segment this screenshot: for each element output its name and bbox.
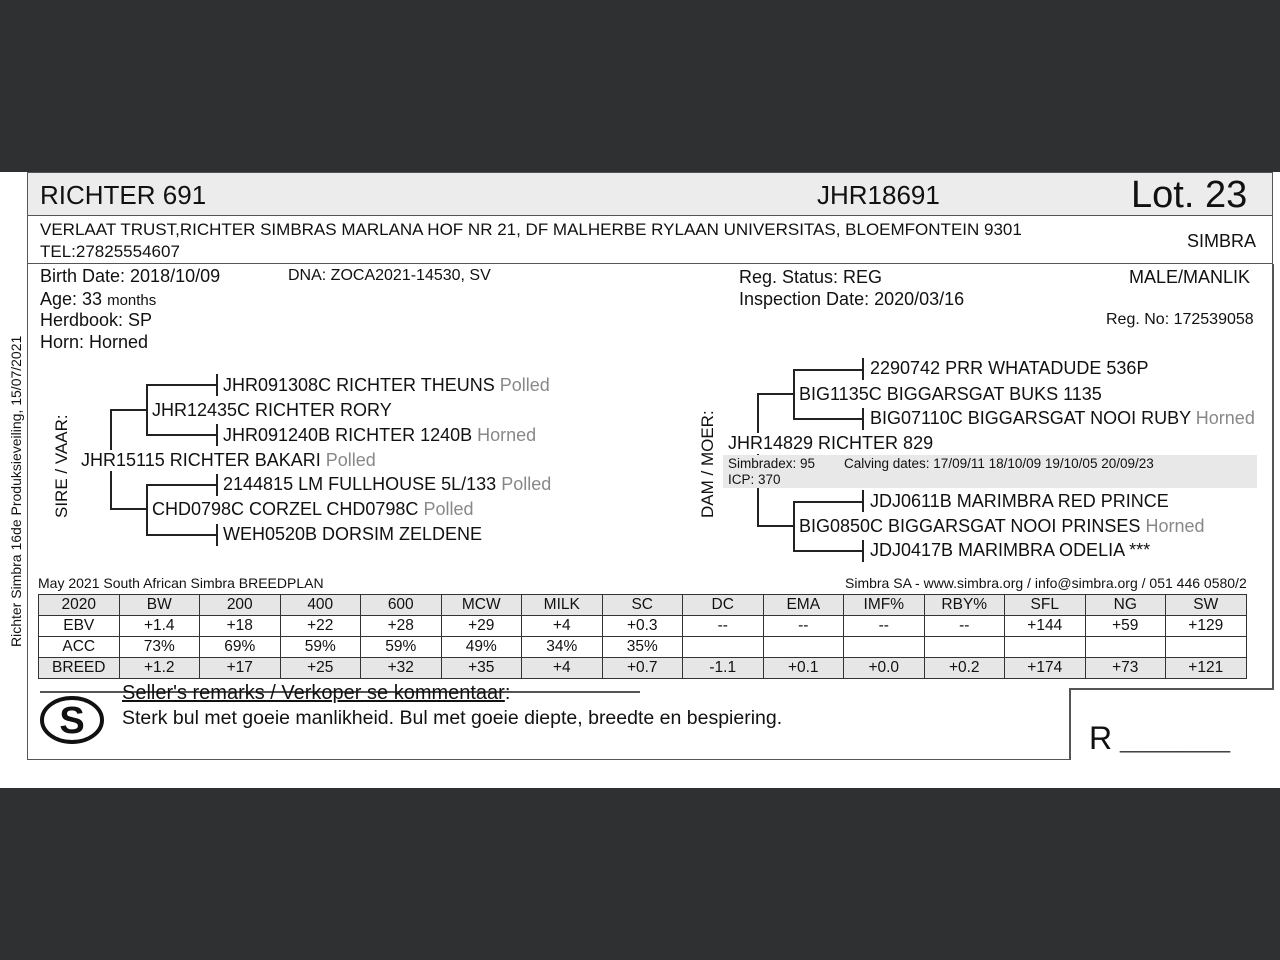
ds-branch-top	[146, 484, 217, 486]
owner-address: VERLAAT TRUST,RICHTER SIMBRAS MARLANA HOF NR 21, DF MALHERBE RYLAAN UNIVERSITAS, BLOEMFONTEIN 9301	[40, 220, 1022, 239]
table-cell: +0.7	[602, 658, 683, 679]
icp: ICP: 370	[728, 472, 781, 487]
dam-ss-branch	[793, 369, 863, 371]
calving-dates: Calving dates: 17/09/11 18/10/09 19/10/05 20/09/23	[844, 456, 1154, 471]
table-row-ebv	[39, 616, 1247, 637]
table-cell	[763, 637, 844, 658]
dam-dam-sire: JDJ0611B MARIMBRA RED PRINCE	[870, 491, 1169, 511]
table-cell: +18	[200, 616, 281, 637]
dam-sire-bracket	[793, 369, 795, 419]
table-cell: 34%	[522, 637, 603, 658]
dam-dd-tick	[862, 540, 864, 562]
age-value: Age: 33	[40, 289, 103, 309]
table-cell: IMF%	[844, 595, 925, 616]
breedplan-caption: May 2021 South African Simbra BREEDPLAN	[38, 575, 324, 591]
dam-of-sire: CHD0798C CORZEL CHD0798C Polled	[152, 499, 474, 519]
table-cell: +29	[441, 616, 522, 637]
table-cell: +0.3	[602, 616, 683, 637]
table-cell: 200	[200, 595, 281, 616]
sire-dam-dam: WEH0520B DORSIM ZELDENE	[223, 524, 483, 544]
sire-sire: JHR091308C RICHTER THEUNS Polled	[223, 375, 550, 395]
right-border	[1272, 264, 1274, 690]
dam-ds-branch	[793, 501, 863, 503]
table-cell: +1.4	[119, 616, 200, 637]
horn-status: Horn: Horned	[40, 332, 149, 352]
table-cell: NG	[1085, 595, 1166, 616]
dam-label: DAM / MOER:	[698, 410, 717, 518]
owner-phone: TEL:27825554607	[40, 242, 180, 261]
table-cell: +4	[522, 658, 603, 679]
table-cell: 2020	[39, 595, 120, 616]
table-cell: -1.1	[683, 658, 764, 679]
table-cell: MILK	[522, 595, 603, 616]
table-cell: BREED	[39, 658, 120, 679]
table-cell: --	[844, 616, 925, 637]
dam-sire-sire: 2290742 PRR WHATADUDE 536P	[870, 358, 1149, 378]
price-label: R	[1089, 720, 1113, 756]
lot-number: Lot. 23	[1131, 174, 1248, 216]
sire-of-sire: JHR12435C RICHTER RORY	[152, 400, 392, 420]
sd-tick	[216, 424, 218, 446]
table-cell: +32	[361, 658, 442, 679]
dam-ds-tick	[862, 490, 864, 512]
dna: DNA: ZOCA2021-14530, SV	[288, 267, 491, 284]
table-cell: --	[763, 616, 844, 637]
simbra-logo-icon	[38, 692, 108, 746]
price-line[interactable]: _________	[1120, 728, 1231, 753]
table-cell: +22	[280, 616, 361, 637]
animal-id: JHR18691	[817, 180, 940, 210]
header-bar	[27, 172, 1273, 216]
dam-sd-branch	[793, 418, 863, 420]
table-cell: ACC	[39, 637, 120, 658]
table-cell	[1166, 637, 1247, 658]
dam-branch-top	[757, 393, 794, 395]
reg-status: Reg. Status: REG	[739, 267, 883, 287]
table-cell: 59%	[361, 637, 442, 658]
table-cell	[1085, 637, 1166, 658]
table-cell: SFL	[1005, 595, 1086, 616]
table-cell: +1.2	[119, 658, 200, 679]
sire-name: JHR15115 RICHTER BAKARI Polled	[81, 450, 376, 470]
table-cell: 73%	[119, 637, 200, 658]
svg-text:S: S	[59, 700, 85, 742]
table-cell: 400	[280, 595, 361, 616]
price-top-line	[1069, 688, 1273, 690]
table-cell: EMA	[763, 595, 844, 616]
dam-sire-dam: BIG07110C BIGGARSGAT NOOI RUBY Horned	[870, 408, 1255, 428]
sire-label: SIRE / VAAR:	[52, 414, 71, 518]
table-cell: BW	[119, 595, 200, 616]
sd-bracket	[146, 484, 148, 534]
table-cell: +28	[361, 616, 442, 637]
table-header-row	[39, 595, 1247, 616]
dam-sd-tick	[862, 408, 864, 430]
table-cell: +0.2	[924, 658, 1005, 679]
table-cell: RBY%	[924, 595, 1005, 616]
table-cell	[844, 637, 925, 658]
table-cell: +0.0	[844, 658, 925, 679]
sire-of-dam: BIG1135C BIGGARSGAT BUKS 1135	[799, 384, 1102, 404]
sire-dam-of-sire: JHR091240B RICHTER 1240B Horned	[223, 425, 537, 445]
table-cell: EBV	[39, 616, 120, 637]
table-cell: +121	[1166, 658, 1247, 679]
sire-branch-top	[110, 409, 147, 411]
birth-date: Birth Date: 2018/10/09	[40, 266, 221, 286]
table-cell: --	[924, 616, 1005, 637]
table-cell: +129	[1166, 616, 1247, 637]
age	[40, 289, 156, 310]
breed-label: SIMBRA	[1187, 231, 1257, 251]
sire-dam-sire: 2144815 LM FULLHOUSE 5L/133 Polled	[223, 474, 552, 494]
breedplan-contact: Simbra SA - www.simbra.org / info@simbra.org / 051 446 0580/2	[845, 575, 1247, 591]
table-cell: +174	[1005, 658, 1086, 679]
table-cell	[683, 637, 764, 658]
table-cell: 59%	[280, 637, 361, 658]
table-cell: 49%	[441, 637, 522, 658]
dam-ss-tick	[862, 358, 864, 380]
sex: MALE/MANLIK	[1129, 267, 1251, 287]
table-cell: +0.1	[763, 658, 844, 679]
dam-name: JHR14829 RICHTER 829	[728, 433, 934, 453]
table-row-breed	[39, 658, 1247, 679]
herdbook: Herdbook: SP	[40, 310, 153, 330]
side-caption: Richter Simbra 16de Produksieveiling, 15/07/2021	[8, 335, 24, 647]
ss-branch-top	[146, 384, 217, 386]
ds-branch-bottom	[146, 534, 217, 536]
table-cell: 69%	[200, 637, 281, 658]
inspection-date: Inspection Date: 2020/03/16	[739, 289, 965, 309]
table-cell: +35	[441, 658, 522, 679]
dam-dam-bracket	[793, 501, 795, 551]
table-cell: 600	[361, 595, 442, 616]
table-cell: 35%	[602, 637, 683, 658]
ds-tick	[216, 474, 218, 496]
dam-dd-branch	[793, 550, 863, 552]
table-cell: +25	[280, 658, 361, 679]
table-cell: DC	[683, 595, 764, 616]
simbradex: Simbradex: 95	[728, 456, 816, 471]
lot-card	[0, 172, 1280, 788]
price-divider	[1069, 688, 1071, 760]
dam-branch-bottom	[757, 525, 794, 527]
animal-name: RICHTER 691	[40, 180, 207, 210]
reg-number: Reg. No: 172539058	[1106, 311, 1254, 328]
table-cell: --	[683, 616, 764, 637]
age-unit: months	[107, 292, 157, 309]
table-cell: SW	[1166, 595, 1247, 616]
remarks-text: Sterk bul met goeie manlikheid. Bul met goeie diepte, breedte en bespiering.	[122, 707, 783, 729]
ss-bracket	[146, 384, 148, 434]
dam-of-dam: BIG0850C BIGGARSGAT NOOI PRINSES Horned	[799, 516, 1205, 536]
dam-dam-dam: JDJ0417B MARIMBRA ODELIA ***	[870, 540, 1151, 560]
ss-tick	[216, 374, 218, 396]
table-cell: SC	[602, 595, 683, 616]
table-cell: +4	[522, 616, 603, 637]
table-cell: MCW	[441, 595, 522, 616]
table-cell: +17	[200, 658, 281, 679]
remarks-title: Seller's remarks / Verkoper se kommentaar:	[122, 682, 511, 704]
ss-branch-bottom	[146, 434, 217, 436]
sire-branch-bottom	[110, 508, 147, 510]
dd-tick	[216, 524, 218, 546]
table-cell	[1005, 637, 1086, 658]
table-row-acc	[39, 637, 1247, 658]
table-cell: +73	[1085, 658, 1166, 679]
table-cell: +144	[1005, 616, 1086, 637]
table-cell: +59	[1085, 616, 1166, 637]
breedplan-table	[38, 594, 1247, 679]
table-cell	[924, 637, 1005, 658]
